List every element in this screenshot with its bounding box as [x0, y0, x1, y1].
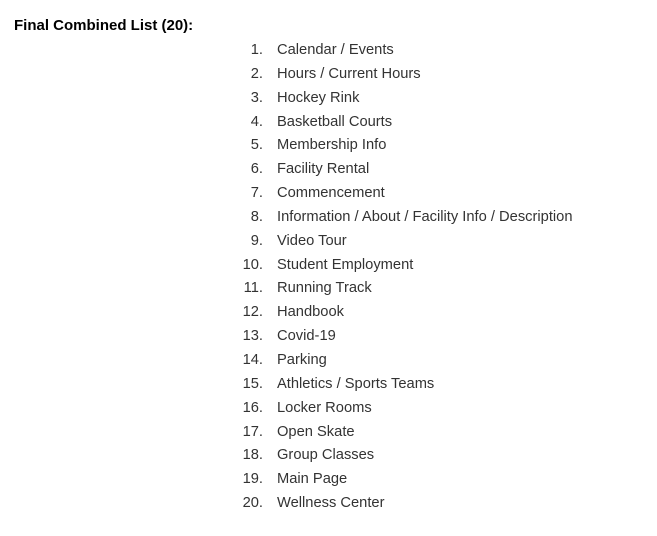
list-item	[239, 492, 573, 516]
page-title: Final Combined List (20):	[14, 17, 194, 34]
item-number: 15.	[242, 375, 263, 392]
list-item	[239, 63, 573, 87]
item-number: 11.	[243, 280, 263, 297]
item-number: 1.	[250, 42, 263, 58]
numbered-list	[239, 39, 573, 516]
item-label: Parking	[277, 351, 327, 368]
item-label: Wellness Center	[277, 495, 385, 512]
item-number: 4.	[250, 113, 263, 130]
item-number: 10.	[242, 256, 263, 273]
list-item	[239, 254, 573, 278]
item-label: Covid-19	[277, 328, 336, 345]
item-label: Commencement	[277, 185, 385, 202]
item-label: Information / About / Facility Info / Description	[277, 208, 573, 225]
item-label: Membership Info	[277, 137, 387, 154]
item-number: 14.	[242, 351, 263, 368]
list-item	[239, 468, 573, 492]
item-number: 19.	[242, 471, 263, 488]
list-item	[239, 397, 573, 421]
list-item	[239, 444, 573, 468]
list-item	[239, 87, 573, 111]
item-number: 6.	[250, 161, 263, 178]
list-item	[239, 230, 573, 254]
list-item	[239, 349, 573, 373]
item-label: Open Skate	[277, 423, 355, 440]
item-label: Athletics / Sports Teams	[277, 375, 435, 392]
list-item	[239, 373, 573, 397]
list-item	[239, 134, 573, 158]
item-number: 3.	[250, 89, 263, 106]
item-number: 17.	[242, 423, 263, 440]
item-label: Hockey Rink	[277, 89, 360, 106]
item-label: Group Classes	[277, 447, 375, 464]
item-label: Hours / Current Hours	[277, 65, 421, 82]
item-number: 12.	[242, 304, 263, 321]
list-item	[239, 39, 573, 63]
item-number: 18.	[242, 447, 263, 464]
item-number: 13.	[242, 328, 263, 345]
list-item	[239, 158, 573, 182]
list-item	[239, 182, 573, 206]
item-label: Student Employment	[277, 256, 414, 273]
list-item	[239, 277, 573, 301]
list-item	[239, 206, 573, 230]
item-label: Calendar / Events	[277, 42, 394, 58]
item-label: Basketball Courts	[277, 113, 393, 130]
item-label: Locker Rooms	[277, 399, 372, 416]
item-number: 16.	[242, 399, 263, 416]
list-item	[239, 421, 573, 445]
list-item	[239, 301, 573, 325]
item-label: Running Track	[277, 280, 372, 297]
item-label: Video Tour	[277, 232, 347, 249]
list-item	[239, 325, 573, 349]
item-label: Main Page	[277, 471, 348, 488]
item-label: Handbook	[277, 304, 344, 321]
item-number: 2.	[250, 65, 263, 82]
item-number: 5.	[250, 137, 263, 154]
item-number: 9.	[250, 232, 263, 249]
item-number: 20.	[242, 495, 263, 512]
list-item	[239, 111, 573, 135]
item-number: 8.	[250, 208, 263, 225]
item-label: Facility Rental	[277, 161, 370, 178]
item-number: 7.	[250, 185, 263, 202]
